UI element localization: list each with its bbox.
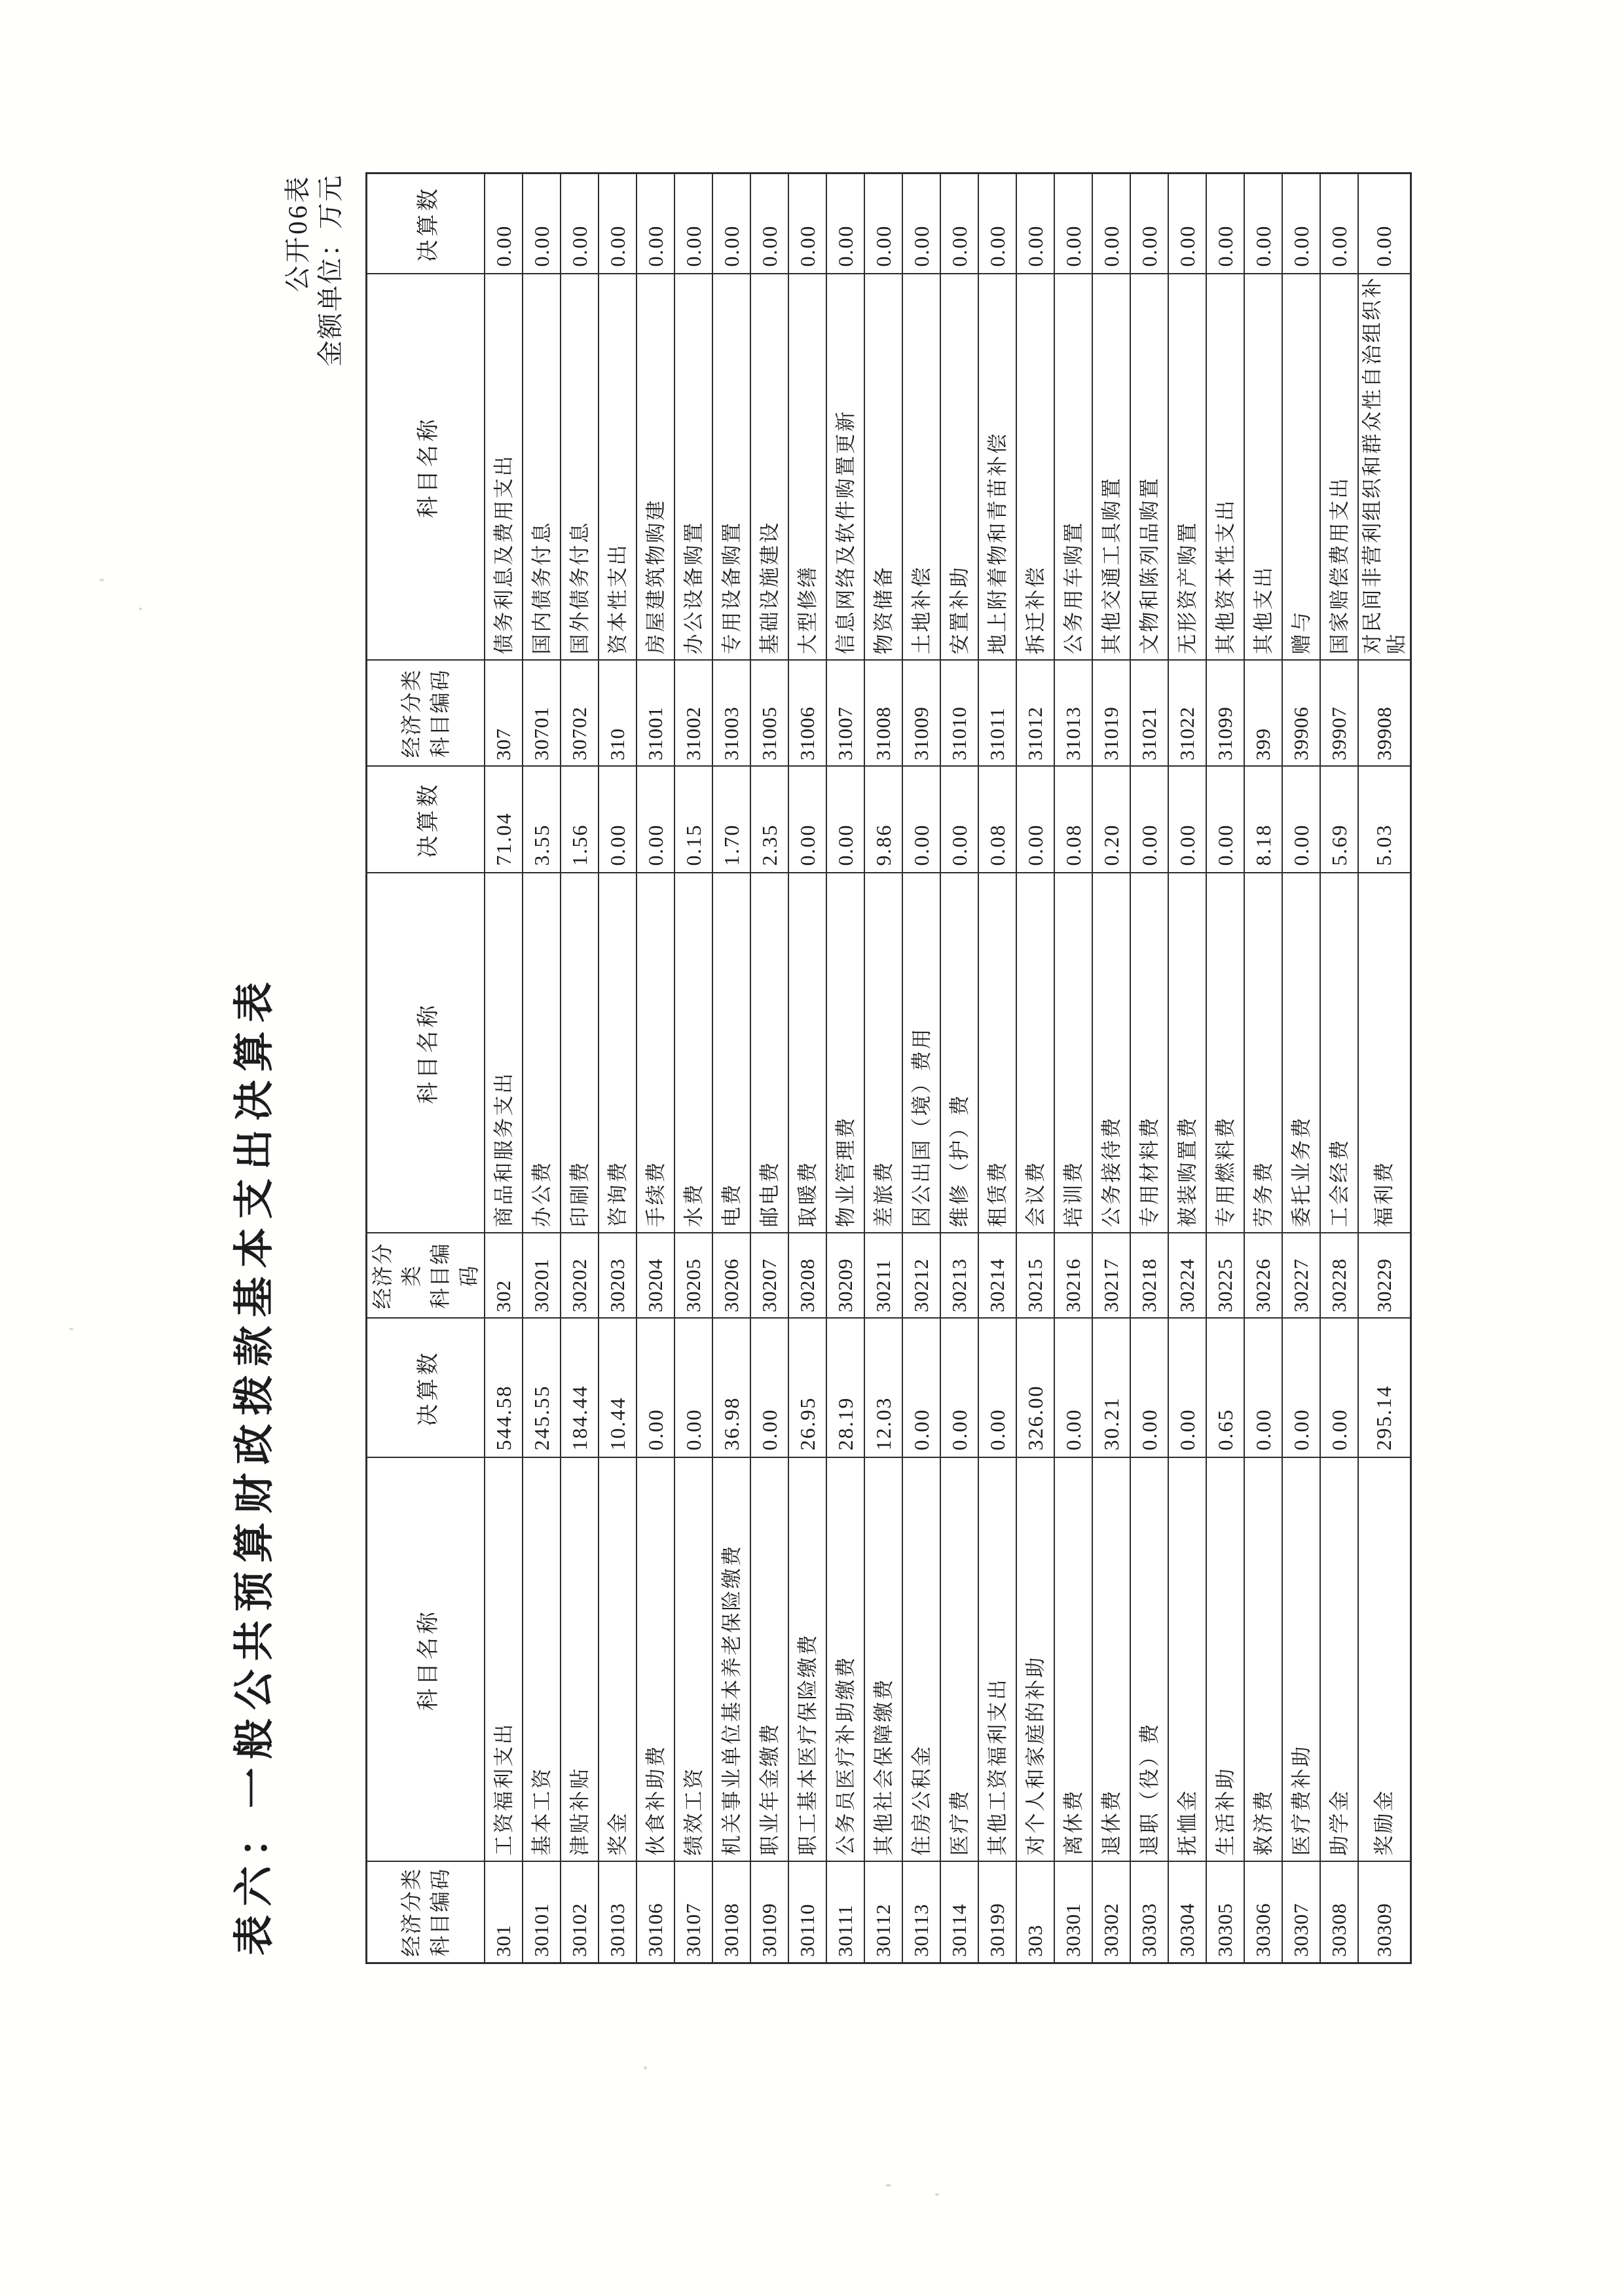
g1-final-amount-cell: 0.00 <box>1320 1319 1358 1458</box>
g3-subject-name-cell: 物资储备 <box>864 274 902 661</box>
g2-code-cell: 302 <box>485 1233 523 1319</box>
g3-subject-name-cell: 国外债务付息 <box>561 274 599 661</box>
g2-code-cell: 30217 <box>1092 1233 1130 1319</box>
g3-code-cell: 31003 <box>712 661 750 767</box>
g3-subject-name-cell: 房屋建筑物购建 <box>637 274 674 661</box>
g3-subject-name-cell: 其他交通工具购置 <box>1092 274 1130 661</box>
g3-final-amount-cell: 0.00 <box>902 173 940 274</box>
g3-subject-name-cell: 国家赔偿费用支出 <box>1320 274 1358 661</box>
g1-subject-name-cell: 机关事业单位基本养老保险缴费 <box>712 1458 750 1862</box>
g3-subject-name-cell: 对民间非营利组织和群众性自治组织补贴 <box>1358 274 1411 661</box>
g2-subject-name-cell: 邮电费 <box>750 873 788 1233</box>
g3-code-cell: 31009 <box>902 661 940 767</box>
g3-code-cell: 39907 <box>1320 661 1358 767</box>
g1-code-cell: 30109 <box>750 1862 788 1963</box>
g3-code-cell: 31008 <box>864 661 902 767</box>
header-g2-code <box>367 1233 485 1319</box>
g2-final-amount-cell: 2.35 <box>750 767 788 873</box>
g2-code-cell: 30227 <box>1282 1233 1320 1319</box>
g3-final-amount-cell: 0.00 <box>1244 173 1282 274</box>
basic-expenditure-table <box>365 172 1412 1964</box>
scan-speck <box>885 2184 891 2187</box>
g3-code-cell: 31001 <box>637 661 674 767</box>
g1-code-cell: 30305 <box>1206 1862 1244 1963</box>
table-header-row <box>367 173 485 1963</box>
g1-code-cell: 30304 <box>1168 1862 1206 1963</box>
g2-code-cell: 30229 <box>1358 1233 1411 1319</box>
g3-final-amount-cell: 0.00 <box>864 173 902 274</box>
g1-subject-name-cell: 奖金 <box>599 1458 637 1862</box>
header-g3-code <box>367 661 485 767</box>
g3-final-amount-cell: 0.00 <box>750 173 788 274</box>
g2-subject-name-cell: 物业管理费 <box>826 873 864 1233</box>
g3-code-cell: 30702 <box>561 661 599 767</box>
table-row <box>674 173 712 1963</box>
g2-subject-name-cell: 差旅费 <box>864 873 902 1233</box>
g2-subject-name-cell: 维修（护）费 <box>940 873 978 1233</box>
g1-final-amount-cell: 36.98 <box>712 1319 750 1458</box>
g2-code-cell: 30218 <box>1130 1233 1168 1319</box>
g3-code-cell: 39906 <box>1282 661 1320 767</box>
g1-final-amount-cell: 0.00 <box>1054 1319 1092 1458</box>
g3-final-amount-cell: 0.00 <box>674 173 712 274</box>
g3-subject-name-cell: 信息网络及软件购置更新 <box>826 274 864 661</box>
g2-final-amount-cell: 8.18 <box>1244 767 1282 873</box>
g3-subject-name-cell: 资本性支出 <box>599 274 637 661</box>
table-row <box>1168 173 1206 1963</box>
g3-final-amount-cell: 0.00 <box>978 173 1016 274</box>
g2-subject-name-cell: 租赁费 <box>978 873 1016 1233</box>
g1-final-amount-cell: 0.00 <box>1168 1319 1206 1458</box>
g1-code-cell: 30102 <box>561 1862 599 1963</box>
g2-final-amount-cell: 1.70 <box>712 767 750 873</box>
page-title: 表六：一般公共预算财政拨款基本支出决算表 <box>232 973 277 1956</box>
g3-final-amount-cell: 0.00 <box>1320 173 1358 274</box>
g1-subject-name-cell: 生活补助 <box>1206 1458 1244 1862</box>
g1-subject-name-cell: 医疗费补助 <box>1282 1458 1320 1862</box>
g3-subject-name-cell: 债务利息及费用支出 <box>485 274 523 661</box>
table-row <box>940 173 978 1963</box>
g3-final-amount-cell: 0.00 <box>1168 173 1206 274</box>
g2-subject-name-cell: 工会经费 <box>1320 873 1358 1233</box>
table-row <box>1206 173 1244 1963</box>
g1-final-amount-cell: 184.44 <box>561 1319 599 1458</box>
header-g1-code-line2: 科目编码 <box>428 1867 452 1957</box>
g1-final-amount-cell: 12.03 <box>864 1319 902 1458</box>
g2-final-amount-cell: 0.00 <box>637 767 674 873</box>
g1-subject-name-cell: 职工基本医疗保险缴费 <box>788 1458 826 1862</box>
g1-subject-name-cell: 抚恤金 <box>1168 1458 1206 1862</box>
g2-subject-name-cell: 专用材料费 <box>1130 873 1168 1233</box>
g3-code-cell: 307 <box>485 661 523 767</box>
table-body <box>485 173 1411 1963</box>
g2-final-amount-cell: 0.15 <box>674 767 712 873</box>
g2-final-amount-cell: 0.08 <box>1054 767 1092 873</box>
g3-subject-name-cell: 办公设备购置 <box>674 274 712 661</box>
g2-subject-name-cell: 公务接待费 <box>1092 873 1130 1233</box>
g3-final-amount-cell: 0.00 <box>637 173 674 274</box>
table-row <box>1054 173 1092 1963</box>
header-g3-name: 科目名称 <box>367 274 485 661</box>
g1-code-cell: 30301 <box>1054 1862 1092 1963</box>
g3-subject-name-cell: 赠与 <box>1282 274 1320 661</box>
g2-subject-name-cell: 印刷费 <box>561 873 599 1233</box>
g2-final-amount-cell: 0.20 <box>1092 767 1130 873</box>
g2-final-amount-cell: 3.55 <box>523 767 561 873</box>
g2-final-amount-cell: 0.00 <box>826 767 864 873</box>
g2-code-cell: 30214 <box>978 1233 1016 1319</box>
g1-subject-name-cell: 医疗费 <box>940 1458 978 1862</box>
g2-code-cell: 30212 <box>902 1233 940 1319</box>
g2-code-cell: 30216 <box>1054 1233 1092 1319</box>
table-row <box>1282 173 1320 1963</box>
g2-code-cell: 30204 <box>637 1233 674 1319</box>
header-g1-code-line1: 经济分类 <box>399 1867 423 1957</box>
g2-final-amount-cell: 0.00 <box>599 767 637 873</box>
g3-final-amount-cell: 0.00 <box>1206 173 1244 274</box>
amount-unit-label: 金额单位：万元 <box>316 174 345 367</box>
g2-code-cell: 30205 <box>674 1233 712 1319</box>
g2-subject-name-cell: 被装购置费 <box>1168 873 1206 1233</box>
g2-subject-name-cell: 咨询费 <box>599 873 637 1233</box>
g2-code-cell: 30225 <box>1206 1233 1244 1319</box>
table-row <box>712 173 750 1963</box>
g3-code-cell: 31013 <box>1054 661 1092 767</box>
g3-subject-name-cell: 安置补助 <box>940 274 978 661</box>
g2-final-amount-cell: 0.00 <box>1206 767 1244 873</box>
g2-subject-name-cell: 培训费 <box>1054 873 1092 1233</box>
g1-final-amount-cell: 0.00 <box>978 1319 1016 1458</box>
g1-final-amount-cell: 326.00 <box>1016 1319 1054 1458</box>
g2-subject-name-cell: 会议费 <box>1016 873 1054 1233</box>
g2-subject-name-cell: 办公费 <box>523 873 561 1233</box>
g3-code-cell: 31011 <box>978 661 1016 767</box>
g1-code-cell: 30306 <box>1244 1862 1282 1963</box>
g1-code-cell: 30107 <box>674 1862 712 1963</box>
g3-subject-name-cell: 基础设施建设 <box>750 274 788 661</box>
table-row <box>1092 173 1130 1963</box>
g3-final-amount-cell: 0.00 <box>712 173 750 274</box>
g3-code-cell: 31002 <box>674 661 712 767</box>
g2-final-amount-cell: 0.00 <box>788 767 826 873</box>
g1-subject-name-cell: 退休费 <box>1092 1458 1130 1862</box>
g1-code-cell: 30307 <box>1282 1862 1320 1963</box>
g3-final-amount-cell: 0.00 <box>1054 173 1092 274</box>
g1-subject-name-cell: 离休费 <box>1054 1458 1092 1862</box>
table-row <box>1244 173 1282 1963</box>
g2-final-amount-cell: 0.08 <box>978 767 1016 873</box>
g1-subject-name-cell: 津贴补贴 <box>561 1458 599 1862</box>
g2-final-amount-cell: 71.04 <box>485 767 523 873</box>
table-row <box>523 173 561 1963</box>
g1-code-cell: 30303 <box>1130 1862 1168 1963</box>
g2-subject-name-cell: 电费 <box>712 873 750 1233</box>
g3-subject-name-cell: 拆迁补偿 <box>1016 274 1054 661</box>
scan-speck <box>935 2193 939 2196</box>
g1-final-amount-cell: 295.14 <box>1358 1319 1411 1458</box>
g3-code-cell: 39908 <box>1358 661 1411 767</box>
table-row <box>826 173 864 1963</box>
header-g2-code-line1: 经济分类 <box>371 1242 423 1309</box>
g1-subject-name-cell: 救济费 <box>1244 1458 1282 1862</box>
g2-final-amount-cell: 0.00 <box>1016 767 1054 873</box>
g1-code-cell: 30106 <box>637 1862 674 1963</box>
g1-code-cell: 30101 <box>523 1862 561 1963</box>
table-row <box>1320 173 1358 1963</box>
header-g1-code <box>367 1862 485 1963</box>
g3-subject-name-cell: 大型修缮 <box>788 274 826 661</box>
g2-subject-name-cell: 委托业务费 <box>1282 873 1320 1233</box>
g3-final-amount-cell: 0.00 <box>1016 173 1054 274</box>
g1-code-cell: 30112 <box>864 1862 902 1963</box>
g1-code-cell: 30114 <box>940 1862 978 1963</box>
table-row <box>561 173 599 1963</box>
g1-final-amount-cell: 0.00 <box>750 1319 788 1458</box>
g2-subject-name-cell: 专用燃料费 <box>1206 873 1244 1233</box>
g3-code-cell: 31006 <box>788 661 826 767</box>
g2-code-cell: 30215 <box>1016 1233 1054 1319</box>
g3-code-cell: 31007 <box>826 661 864 767</box>
g2-final-amount-cell: 0.00 <box>1282 767 1320 873</box>
g2-final-amount-cell: 0.00 <box>940 767 978 873</box>
g1-subject-name-cell: 职业年金缴费 <box>750 1458 788 1862</box>
g2-code-cell: 30207 <box>750 1233 788 1319</box>
g1-subject-name-cell: 伙食补助费 <box>637 1458 674 1862</box>
g1-code-cell: 30103 <box>599 1862 637 1963</box>
g2-code-cell: 30209 <box>826 1233 864 1319</box>
g1-subject-name-cell: 住房公积金 <box>902 1458 940 1862</box>
g2-subject-name-cell: 手续费 <box>637 873 674 1233</box>
g2-subject-name-cell: 劳务费 <box>1244 873 1282 1233</box>
g1-final-amount-cell: 0.00 <box>637 1319 674 1458</box>
g1-code-cell: 30111 <box>826 1862 864 1963</box>
table-row <box>902 173 940 1963</box>
g3-subject-name-cell: 土地补偿 <box>902 274 940 661</box>
g3-code-cell: 31021 <box>1130 661 1168 767</box>
g1-final-amount-cell: 0.00 <box>1282 1319 1320 1458</box>
g1-code-cell: 301 <box>485 1862 523 1963</box>
g2-final-amount-cell: 5.69 <box>1320 767 1358 873</box>
g1-code-cell: 30108 <box>712 1862 750 1963</box>
scan-speck <box>100 579 104 581</box>
g1-subject-name-cell: 退职（役）费 <box>1130 1458 1168 1862</box>
header-g2-value: 决算数 <box>367 767 485 873</box>
g1-final-amount-cell: 0.00 <box>902 1319 940 1458</box>
g1-subject-name-cell: 绩效工资 <box>674 1458 712 1862</box>
g1-final-amount-cell: 10.44 <box>599 1319 637 1458</box>
table-row <box>485 173 523 1963</box>
g2-final-amount-cell: 0.00 <box>1168 767 1206 873</box>
g3-final-amount-cell: 0.00 <box>940 173 978 274</box>
table-row <box>750 173 788 1963</box>
scan-speck <box>69 1328 73 1330</box>
sheet-meta <box>282 174 347 567</box>
g2-final-amount-cell: 5.03 <box>1358 767 1411 873</box>
g3-final-amount-cell: 0.00 <box>1282 173 1320 274</box>
g2-code-cell: 30208 <box>788 1233 826 1319</box>
g1-subject-name-cell: 工资福利支出 <box>485 1458 523 1862</box>
g3-final-amount-cell: 0.00 <box>599 173 637 274</box>
g1-final-amount-cell: 30.21 <box>1092 1319 1130 1458</box>
g3-code-cell: 310 <box>599 661 637 767</box>
g1-code-cell: 30110 <box>788 1862 826 1963</box>
scan-speck <box>139 608 142 610</box>
g1-code-cell: 30309 <box>1358 1862 1411 1963</box>
g2-code-cell: 30226 <box>1244 1233 1282 1319</box>
header-g3-value: 决算数 <box>367 173 485 274</box>
g1-code-cell: 30308 <box>1320 1862 1358 1963</box>
g1-subject-name-cell: 其他社会保障缴费 <box>864 1458 902 1862</box>
g3-final-amount-cell: 0.00 <box>523 173 561 274</box>
g2-subject-name-cell: 因公出国（境）费用 <box>902 873 940 1233</box>
g3-subject-name-cell: 其他资本性支出 <box>1206 274 1244 661</box>
g3-code-cell: 31022 <box>1168 661 1206 767</box>
g1-subject-name-cell: 对个人和家庭的补助 <box>1016 1458 1054 1862</box>
g1-final-amount-cell: 28.19 <box>826 1319 864 1458</box>
g3-final-amount-cell: 0.00 <box>1358 173 1411 274</box>
g1-code-cell: 30113 <box>902 1862 940 1963</box>
g1-final-amount-cell: 245.55 <box>523 1319 561 1458</box>
header-g2-code-line2: 科目编码 <box>428 1242 481 1309</box>
g2-final-amount-cell: 1.56 <box>561 767 599 873</box>
g2-subject-name-cell: 取暖费 <box>788 873 826 1233</box>
g3-code-cell: 31005 <box>750 661 788 767</box>
g3-code-cell: 31010 <box>940 661 978 767</box>
g1-final-amount-cell: 0.00 <box>674 1319 712 1458</box>
g1-subject-name-cell: 公务员医疗补助缴费 <box>826 1458 864 1862</box>
table-row <box>1016 173 1054 1963</box>
table-row <box>978 173 1016 1963</box>
g2-subject-name-cell: 商品和服务支出 <box>485 873 523 1233</box>
sheet-number-label: 公开06表 <box>283 174 312 292</box>
g1-subject-name-cell: 助学金 <box>1320 1458 1358 1862</box>
g3-code-cell: 31012 <box>1016 661 1054 767</box>
table-row <box>1130 173 1168 1963</box>
g3-final-amount-cell: 0.00 <box>1092 173 1130 274</box>
g3-code-cell: 31099 <box>1206 661 1244 767</box>
g3-code-cell: 399 <box>1244 661 1282 767</box>
g3-code-cell: 30701 <box>523 661 561 767</box>
table-row <box>788 173 826 1963</box>
header-g1-value: 决算数 <box>367 1319 485 1458</box>
g3-subject-name-cell: 其他支出 <box>1244 274 1282 661</box>
g1-final-amount-cell: 0.00 <box>1244 1319 1282 1458</box>
g3-code-cell: 31019 <box>1092 661 1130 767</box>
table-row <box>637 173 674 1963</box>
g2-final-amount-cell: 0.00 <box>902 767 940 873</box>
g1-subject-name-cell: 基本工资 <box>523 1458 561 1862</box>
g1-final-amount-cell: 26.95 <box>788 1319 826 1458</box>
g2-final-amount-cell: 0.00 <box>1130 767 1168 873</box>
g3-final-amount-cell: 0.00 <box>561 173 599 274</box>
g2-code-cell: 30211 <box>864 1233 902 1319</box>
table-row <box>599 173 637 1963</box>
g2-code-cell: 30224 <box>1168 1233 1206 1319</box>
g2-code-cell: 30228 <box>1320 1233 1358 1319</box>
g1-final-amount-cell: 0.65 <box>1206 1319 1244 1458</box>
header-g2-name: 科目名称 <box>367 873 485 1233</box>
g1-code-cell: 30302 <box>1092 1862 1130 1963</box>
g2-code-cell: 30203 <box>599 1233 637 1319</box>
g3-final-amount-cell: 0.00 <box>788 173 826 274</box>
header-g1-name: 科目名称 <box>367 1458 485 1862</box>
table-row <box>1358 173 1411 1963</box>
g2-code-cell: 30202 <box>561 1233 599 1319</box>
g3-subject-name-cell: 专用设备购置 <box>712 274 750 661</box>
g3-final-amount-cell: 0.00 <box>485 173 523 274</box>
g3-final-amount-cell: 0.00 <box>826 173 864 274</box>
g2-code-cell: 30213 <box>940 1233 978 1319</box>
g1-subject-name-cell: 奖励金 <box>1358 1458 1411 1862</box>
g2-subject-name-cell: 福利费 <box>1358 873 1411 1233</box>
header-g3-code-line1: 经济分类 <box>399 668 423 758</box>
scan-speck <box>644 2066 647 2069</box>
g1-final-amount-cell: 0.00 <box>940 1319 978 1458</box>
g3-subject-name-cell: 文物和陈列品购置 <box>1130 274 1168 661</box>
g1-code-cell: 303 <box>1016 1862 1054 1963</box>
g2-code-cell: 30206 <box>712 1233 750 1319</box>
g3-subject-name-cell: 地上附着物和青苗补偿 <box>978 274 1016 661</box>
header-g3-code-line2: 科目编码 <box>428 668 452 758</box>
g1-final-amount-cell: 544.58 <box>485 1319 523 1458</box>
g3-final-amount-cell: 0.00 <box>1130 173 1168 274</box>
g2-code-cell: 30201 <box>523 1233 561 1319</box>
g3-subject-name-cell: 国内债务付息 <box>523 274 561 661</box>
table-row <box>864 173 902 1963</box>
g1-code-cell: 30199 <box>978 1862 1016 1963</box>
g1-subject-name-cell: 其他工资福利支出 <box>978 1458 1016 1862</box>
g3-subject-name-cell: 无形资产购置 <box>1168 274 1206 661</box>
g2-subject-name-cell: 水费 <box>674 873 712 1233</box>
g2-final-amount-cell: 9.86 <box>864 767 902 873</box>
g3-subject-name-cell: 公务用车购置 <box>1054 274 1092 661</box>
g1-final-amount-cell: 0.00 <box>1130 1319 1168 1458</box>
